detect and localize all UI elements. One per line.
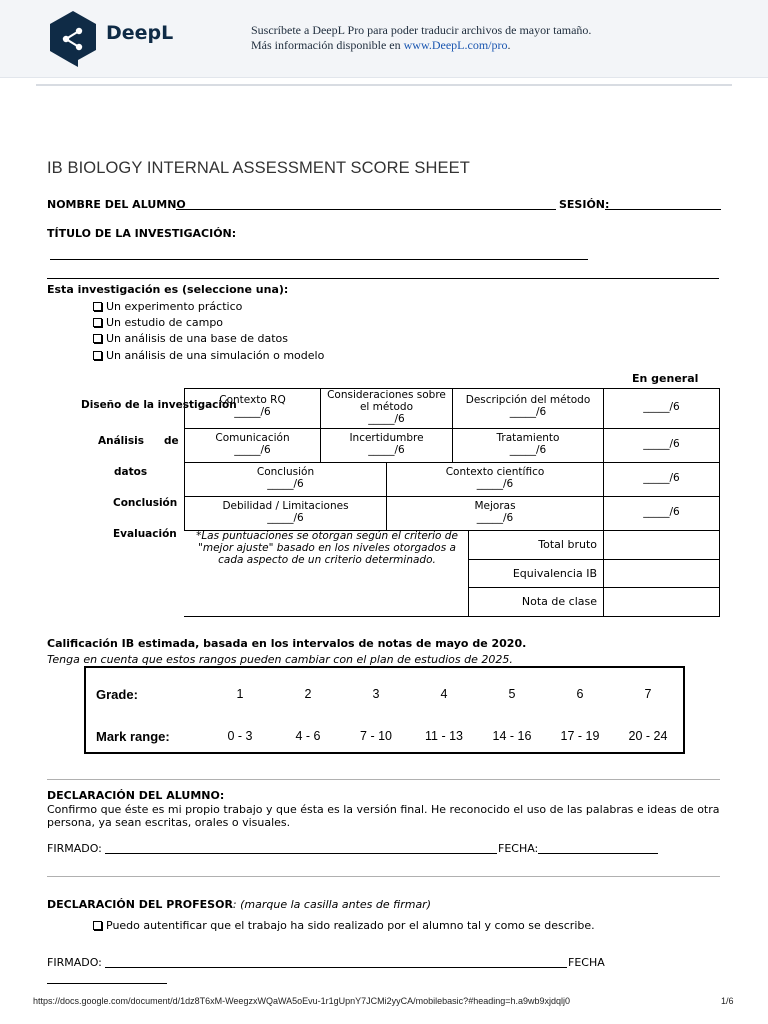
row-label-diseno: Diseño de la investigación — [81, 399, 237, 411]
cell-mejoras[interactable] — [386, 496, 604, 531]
grade-value: 7 — [644, 687, 652, 701]
cell-consideraciones[interactable] — [320, 388, 453, 429]
grade-row-label: Grade: — [96, 687, 138, 702]
deepl-logo-text[interactable]: DeepL — [106, 22, 174, 44]
cell-descripcion[interactable] — [452, 388, 604, 429]
promo-line-1: Suscríbete a DeepL Pro para poder traducir archivos de mayor tamaño. — [251, 23, 592, 37]
grade-value: 2 — [304, 687, 312, 701]
cell-score[interactable]: _____/6 — [476, 478, 514, 490]
mark-range-value: 11 - 13 — [425, 729, 463, 743]
cell-contexto-cientifico[interactable] — [386, 462, 604, 497]
option-label: Un análisis de una simulación o modelo — [106, 349, 325, 362]
grade-value: 3 — [372, 687, 380, 701]
option-estudio-campo[interactable] — [93, 316, 223, 329]
note-bottom-line — [184, 616, 469, 617]
cell-label: Consideraciones sobre el método — [327, 389, 446, 413]
student-signature-line[interactable] — [105, 853, 497, 854]
student-date-line[interactable] — [538, 853, 658, 854]
teacher-signed-label: FIRMADO: — [47, 956, 102, 969]
cell-overall-4[interactable] — [603, 496, 720, 531]
cell-score[interactable]: _____/6 — [643, 472, 680, 484]
row-label-conclusion: Conclusión — [113, 497, 178, 509]
cell-score[interactable]: _____/6 — [509, 444, 547, 456]
total-bruto-label: Total bruto — [538, 538, 597, 551]
cell-label: Contexto científico — [445, 466, 545, 478]
cell-incertidumbre[interactable] — [320, 428, 453, 463]
cell-overall-3[interactable] — [603, 462, 720, 497]
nota-clase-value[interactable] — [603, 587, 720, 617]
nota-clase-label-cell — [468, 587, 604, 617]
total-bruto-value[interactable] — [603, 530, 720, 560]
teacher-signature-line[interactable] — [105, 967, 567, 968]
investigation-title-line-1[interactable] — [50, 259, 588, 260]
cell-score[interactable]: _____/6 — [643, 506, 680, 518]
grade-value: 4 — [440, 687, 448, 701]
equivalencia-ib-label: Equivalencia IB — [512, 567, 597, 580]
option-label: Un estudio de campo — [106, 316, 224, 329]
teacher-declaration-note: : (marque la casilla antes de firmar) — [232, 898, 431, 911]
cell-label: Debilidad / Limitaciones — [222, 500, 349, 512]
cell-label: Conclusión — [256, 466, 315, 478]
option-label: Un experimento práctico — [106, 300, 243, 313]
cell-score[interactable]: _____/6 — [368, 444, 405, 456]
grade-value: 1 — [236, 687, 244, 701]
divider — [47, 876, 720, 877]
option-base-datos[interactable] — [93, 332, 288, 345]
checkbox-icon[interactable] — [93, 302, 102, 311]
student-declaration-text: Confirmo que éste es mi propio trabajo y que ésta es la versión final. He reconocido el uso de las palabras e ideas de otra persona, ya sean escritas, orales o visuales. — [47, 803, 720, 829]
equivalencia-ib-value[interactable] — [603, 559, 720, 588]
promo-line-2 — [251, 38, 591, 53]
investigation-title-line-2[interactable] — [47, 278, 719, 279]
deepl-pro-link[interactable]: www.DeepL.com/pro — [403, 38, 508, 52]
grade-table — [84, 666, 685, 754]
page-edge — [36, 78, 732, 86]
row-label-de: de — [164, 435, 179, 447]
cell-tratamiento[interactable] — [452, 428, 604, 463]
cell-label: Tratamiento — [496, 432, 560, 444]
option-label: Un análisis de una base de datos — [106, 332, 288, 345]
checkbox-icon[interactable] — [93, 318, 102, 327]
cell-score[interactable]: _____/6 — [643, 401, 680, 413]
promo-message — [251, 23, 591, 53]
cell-score[interactable]: _____/6 — [267, 478, 304, 490]
option-experimento[interactable] — [93, 300, 242, 313]
mark-range-value: 14 - 16 — [492, 729, 532, 743]
investigation-title-label: TÍTULO DE LA INVESTIGACIÓN: — [47, 227, 237, 240]
cell-score[interactable]: _____/6 — [234, 444, 271, 456]
cell-score[interactable]: _____/6 — [476, 512, 514, 524]
cell-label: Descripción del método — [465, 394, 591, 406]
scoring-note: *Las puntuaciones se otorgan según el criterio de "mejor ajuste" basado en los niveles otorgados a cada aspecto de un criterio determinado. — [196, 530, 458, 566]
overall-header: En general — [632, 372, 699, 385]
investigation-type-label: Esta investigación es (seleccione una): — [47, 283, 289, 296]
promo-line-2-prefix: Más información disponible en — [251, 38, 404, 52]
cell-debilidad[interactable] — [184, 496, 387, 531]
cell-score[interactable]: _____/6 — [643, 438, 680, 450]
deepl-logo-icon[interactable] — [48, 10, 98, 68]
cell-overall-1[interactable] — [603, 388, 720, 429]
cell-score[interactable]: _____/6 — [368, 413, 405, 425]
mark-range-value: 17 - 19 — [560, 729, 600, 743]
footer-url[interactable]: https://docs.google.com/document/d/1dz8T6xM-WeegzxWQaWA5oEvu-1r1gUpnY7JCMi2yyCA/mobilebasic?#heading=h.a9wb9xjdqlj0 — [33, 996, 571, 1006]
cell-conclusion[interactable] — [184, 462, 387, 497]
grade-value: 5 — [508, 687, 516, 701]
teacher-declaration-heading — [47, 898, 431, 911]
cell-label: Contexto RQ — [219, 394, 286, 406]
row-label-datos: datos — [114, 466, 148, 478]
student-date-label: FECHA: — [498, 842, 539, 855]
grade-subnote: Tenga en cuenta que estos rangos pueden cambiar con el plan de estudios de 2025. — [47, 653, 513, 666]
equivalencia-ib-label-cell — [468, 559, 604, 588]
grade-heading: Calificación IB estimada, basada en los intervalos de notas de mayo de 2020. — [47, 637, 527, 650]
grade-value: 6 — [576, 687, 584, 701]
total-bruto-label-cell — [468, 530, 604, 560]
divider — [47, 779, 720, 780]
nota-clase-label: Nota de clase — [521, 595, 597, 608]
checkbox-icon[interactable] — [93, 334, 102, 343]
mark-range-value: 7 - 10 — [360, 729, 392, 743]
teacher-date-label: FECHA — [568, 956, 605, 969]
cell-contexto-rq[interactable] — [184, 388, 321, 429]
footer-page-number: 1/6 — [721, 996, 734, 1006]
cell-overall-2[interactable] — [603, 428, 720, 463]
mark-range-value: 20 - 24 — [628, 729, 668, 743]
session-line[interactable] — [605, 209, 721, 210]
student-signed-label: FIRMADO: — [47, 842, 102, 855]
checkbox-icon[interactable] — [93, 921, 102, 930]
cell-comunicacion[interactable] — [184, 428, 321, 463]
mark-range-value: 0 - 3 — [227, 729, 253, 743]
cell-label: Mejoras — [474, 500, 516, 512]
mark-range-value: 4 - 6 — [295, 729, 321, 743]
teacher-authenticate-option[interactable] — [93, 919, 595, 932]
session-label: SESIÓN: — [559, 198, 610, 211]
student-name-line[interactable] — [176, 209, 556, 210]
teacher-authenticate-label: Puedo autentificar que el trabajo ha sido realizado por el alumno tal y como se describe. — [106, 919, 595, 932]
option-simulacion[interactable] — [93, 349, 324, 362]
document-title: IB BIOLOGY INTERNAL ASSESSMENT SCORE SHEET — [47, 159, 470, 177]
promo-line-2-suffix: . — [507, 38, 511, 52]
cell-label: Comunicación — [215, 432, 290, 444]
student-name-label: NOMBRE DEL ALUMNO — [47, 198, 186, 211]
cell-score[interactable]: _____/6 — [509, 406, 547, 418]
row-label-analisis: Análisis — [98, 435, 144, 447]
row-label-evaluacion: Evaluación — [113, 528, 177, 540]
teacher-date-line[interactable] — [47, 983, 167, 984]
checkbox-icon[interactable] — [93, 351, 102, 360]
cell-label: Incertidumbre — [349, 432, 424, 444]
mark-range-row-label: Mark range: — [96, 729, 170, 744]
teacher-declaration-title: DECLARACIÓN DEL PROFESOR — [47, 898, 233, 911]
cell-score[interactable]: _____/6 — [234, 406, 271, 418]
student-declaration-heading: DECLARACIÓN DEL ALUMNO: — [47, 789, 225, 802]
cell-score[interactable]: _____/6 — [267, 512, 304, 524]
deepl-banner — [0, 0, 768, 78]
